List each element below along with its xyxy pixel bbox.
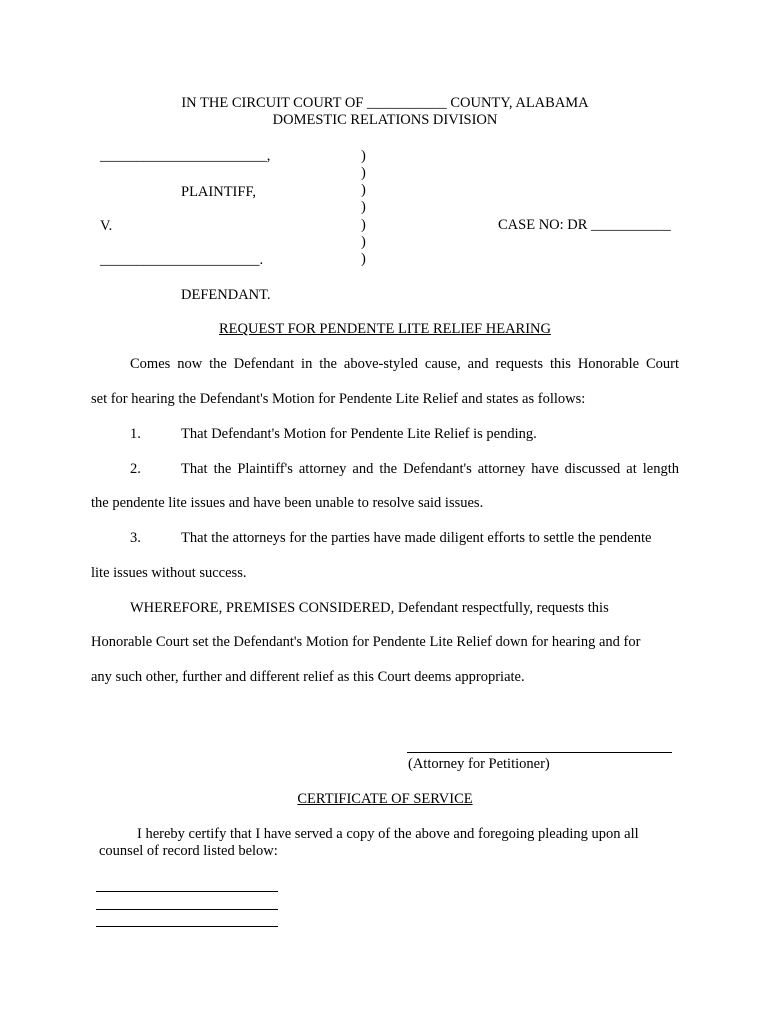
wherefore-line-1: WHEREFORE, PREMISES CONSIDERED, Defendant respectfully, requests this <box>130 600 609 616</box>
signature-line <box>407 752 672 753</box>
signature-label: (Attorney for Petitioner) <box>408 756 550 772</box>
document-title: REQUEST FOR PENDENTE LITE RELIEF HEARING <box>218 321 551 337</box>
plaintiff-blank: _______________________, <box>100 148 271 164</box>
caption-paren: ) <box>361 199 366 215</box>
item-text: That the Plaintiff's attorney and the Defendant's attorney have discussed at length <box>181 461 679 477</box>
defendant-blank: ______________________. <box>100 252 264 268</box>
case-number: CASE NO: DR ___________ <box>498 217 671 233</box>
intro-line-1: Comes now the Defendant in the above-styled cause, and requests this Honorable Court <box>130 356 679 372</box>
intro-line-2: set for hearing the Defendant's Motion for Pendente Lite Relief and states as follows: <box>91 391 586 407</box>
caption-paren: ) <box>361 217 366 233</box>
item-number: 2. <box>130 461 141 477</box>
item-text-continued: lite issues without success. <box>91 565 247 581</box>
division-heading: DOMESTIC RELATIONS DIVISION <box>272 112 498 128</box>
caption-paren: ) <box>361 234 366 250</box>
counsel-line <box>96 926 278 927</box>
caption-paren: ) <box>361 251 366 267</box>
plaintiff-label: PLAINTIFF, <box>181 184 256 200</box>
versus-label: V. <box>100 218 113 234</box>
caption-paren: ) <box>361 148 366 164</box>
defendant-label: DEFENDANT. <box>181 287 271 303</box>
court-heading: IN THE CIRCUIT COURT OF ___________ COUNTY, ALABAMA <box>181 95 589 111</box>
counsel-line <box>96 909 278 910</box>
item-number: 1. <box>130 426 141 442</box>
item-text: That the attorneys for the parties have made diligent efforts to settle the pendente <box>181 530 652 546</box>
item-number: 3. <box>130 530 141 546</box>
wherefore-line-2: Honorable Court set the Defendant's Motion for Pendente Lite Relief down for hearing and for <box>91 634 641 650</box>
certificate-title: CERTIFICATE OF SERVICE <box>297 791 473 807</box>
item-text: That Defendant's Motion for Pendente Lite Relief is pending. <box>181 426 537 442</box>
caption-paren: ) <box>361 165 366 181</box>
counsel-line <box>96 891 278 892</box>
caption-paren: ) <box>361 182 366 198</box>
certificate-line-2: counsel of record listed below: <box>99 843 278 859</box>
certificate-line-1: I hereby certify that I have served a copy of the above and foregoing pleading upon all <box>137 826 639 842</box>
wherefore-line-3: any such other, further and different relief as this Court deems appropriate. <box>91 669 525 685</box>
item-text-continued: the pendente lite issues and have been unable to resolve said issues. <box>91 495 484 511</box>
